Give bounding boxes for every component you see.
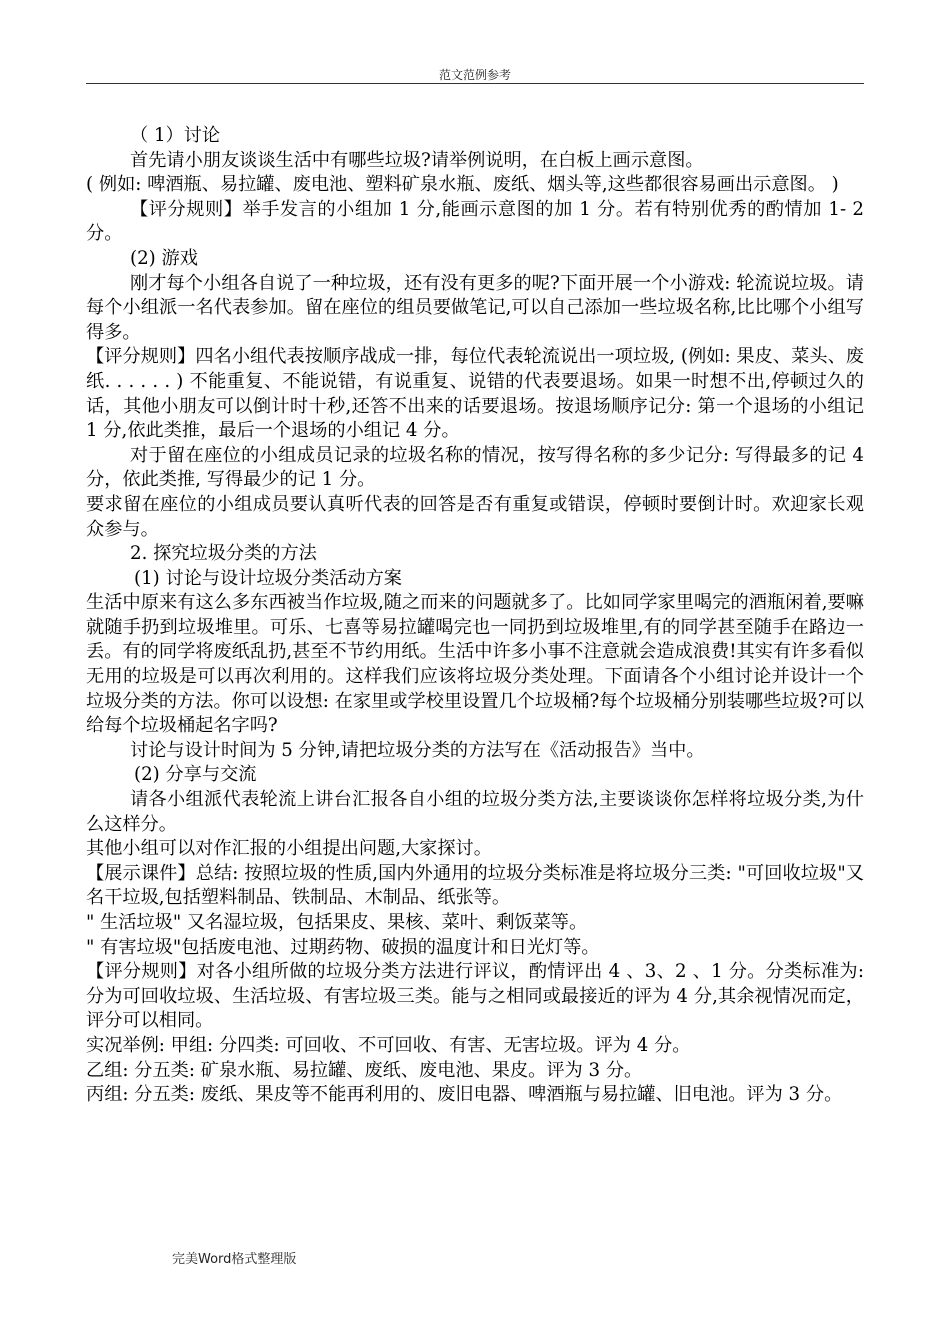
paragraph: (1) 讨论与设计垃圾分类活动方案	[134, 567, 402, 589]
document-body	[86, 124, 864, 1108]
paragraph: 2. 探究垃圾分类的方法	[130, 543, 317, 565]
paragraph: 实况举例: 甲组: 分四类: 可回收、不可回收、有害、无害垃圾。评为 4 分。	[86, 1034, 691, 1056]
paragraph: ( 例如: 啤酒瓶、易拉罐、废电池、塑料矿泉水瓶、废纸、烟头等,这些都很容易画出示意图。 )	[86, 174, 839, 196]
paragraph: 【评分规则】四名小组代表按顺序战成一排，每位代表轮流说出一项垃圾, (例如: 果皮、菜头、废纸. . . . . . ) 不能重复、不能说错，有说重复、说错的代表要退场。如果一时想不出,停顿过久的话，其他小朋友可以倒计时十秒,还答不出来的话要退场。按退场顺序记分: 第一个退场的小组记 1 分,依此类推，最后一个退场的小组记 4 分。	[86, 346, 864, 442]
paragraph: (2) 分享与交流	[134, 764, 257, 786]
header-divider	[86, 83, 864, 84]
paragraph: （ 1）讨论	[130, 125, 221, 146]
paragraph: 【评分规则】对各小组所做的垃圾分类方法进行评议，酌情评出 4 、3、2 、1 分。分类标准为: 分为可回收垃圾、生活垃圾、有害垃圾三类。能与之相同或最接近的评为 4 分,其余视情况而定，评分可以相同。	[86, 961, 864, 1032]
paragraph: " 生活垃圾" 又名湿垃圾，包括果皮、果核、菜叶、剩饭菜等。	[86, 912, 588, 933]
paragraph: 讨论与设计时间为 5 分钟,请把垃圾分类的方法写在《活动报告》当中。	[130, 739, 705, 761]
page-footer: 完美Word格式整理版	[172, 1252, 297, 1267]
paragraph: 对于留在座位的小组成员记录的垃圾名称的情况，按写得名称的多少记分: 写得最多的记 4 分，依此类推, 写得最少的记 1 分。	[86, 444, 864, 491]
paragraph: 乙组: 分五类: 矿泉水瓶、易拉罐、废纸、废电池、果皮。评为 3 分。	[86, 1059, 643, 1081]
paragraph: " 有害垃圾"包括废电池、过期药物、破损的温度计和日光灯等。	[86, 936, 600, 958]
paragraph: 生活中原来有这么多东西被当作垃圾,随之而来的问题就多了。比如同学家里喝完的酒瓶闲着,要嘛就随手扔到垃圾堆里。可乐、七喜等易拉罐喝完也一同扔到垃圾堆里,有的同学甚至随手在路边一丢。有的同学将废纸乱扔,甚至不节约用纸。生活中许多小事不注意就会造成浪费!其实有许多看似无用的垃圾是可以再次利用的。这样我们应该将垃圾分类处理。下面请各个小组讨论并设计一个垃圾分类的方法。你可以设想: 在家里或学校里设置几个垃圾桶?每个垃圾桶分别装哪些垃圾?可以给每个垃圾桶起名字吗?	[86, 592, 864, 737]
paragraph: 其他小组可以对作汇报的小组提出问题,大家探讨。	[86, 838, 492, 860]
paragraph: 请各小组派代表轮流上讲台汇报各自小组的垃圾分类方法,主要谈谈你怎样将垃圾分类,为什么这样分。	[86, 789, 864, 835]
paragraph: 【展示课件】总结: 按照垃圾的性质,国内外通用的垃圾分类标准是将垃圾分三类: "可回收垃圾"又名干垃圾,包括塑料制品、铁制品、木制品、纸张等。	[86, 862, 864, 909]
paragraph: 刚才每个小组各自说了一种垃圾，还有没有更多的呢?下面开展一个小游戏: 轮流说垃圾。请每个小组派一名代表参加。留在座位的组员要做笔记,可以自己添加一些垃圾名称,比比哪个小组写得多。	[86, 272, 864, 343]
paragraph: 首先请小朋友谈谈生活中有哪些垃圾?请举例说明，在白板上画示意图。	[130, 149, 704, 171]
paragraph: 【评分规则】举手发言的小组加 1 分,能画示意图的加 1 分。若有特别优秀的酌情加 1- 2 分。	[86, 198, 864, 245]
paragraph: 要求留在座位的小组成员要认真听代表的回答是否有重复或错误，停顿时要倒计时。欢迎家长观众参与。	[86, 493, 864, 540]
paragraph: (2) 游戏	[130, 247, 198, 269]
page-header: 范文范例参考	[438, 68, 511, 82]
paragraph: 丙组: 分五类: 废纸、果皮等不能再利用的、废旧电器、啤酒瓶与易拉罐、旧电池。评为 3 分。	[86, 1084, 843, 1106]
